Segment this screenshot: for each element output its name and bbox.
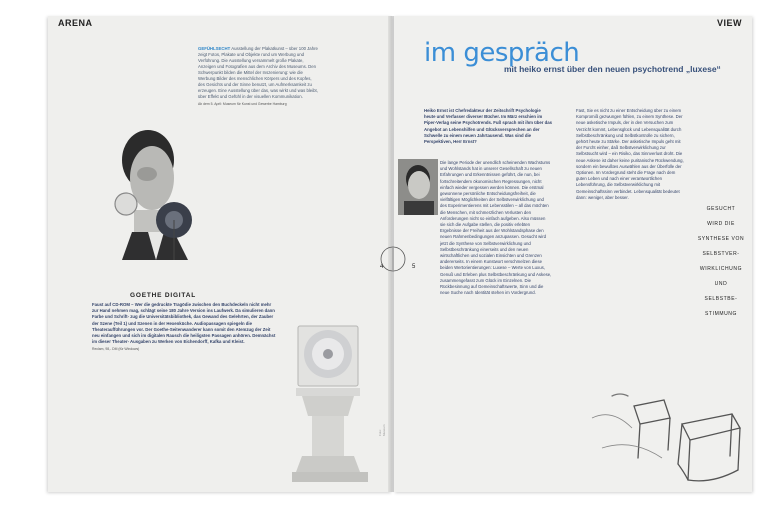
- interview-headline: im gespräch: [424, 38, 580, 68]
- left-page-number: 4: [380, 264, 384, 270]
- pull-quote-word: SELBSTVER-: [702, 251, 740, 257]
- pull-quote-word: STIMMUNG: [704, 311, 738, 317]
- interview-column-2: Fast, Sie es nicht zu einer Entscheidung über zu einem Kompromiß gezwungen fühlen, zu einem Synthese. Der neue asketische Impuls, der in den Versuchen zum Verzicht kommt, Lebensglück und Lebensqualität durch Selbstbeschränkung und Selbstkontrolle zu sichern, gehört heute zu Stärke. Der asketische Impuls geht mit der Furcht einher, daß Selbstverwirklichung zur Selbstsucht wird – ein Risiko, das Sinnverlust droht. Die neue Askese ist daher keine puritanische Rückwendung, sondern ein bewußtes Auswählen aus der Überfülle der Optionen. Im Vordergrund steht die Frage nach dem guten Leben und nach einer verantwortlichen Lebensführung, die Selbstverwirklichung mit Gemeinschaftssinn verbindet. Lebensqualität bedeutet dann: weniger, aber besser.: [576, 108, 684, 200]
- page-number-circle: [378, 244, 408, 274]
- pull-quote-word: WIRKLICHUNG: [699, 266, 743, 272]
- interview-column-1: Die lange Periode der unendlich scheinenden Wachstums und Wohlstands hat in unserer Gesellschaft zu neuen Erfahrungen und Erkenntnissen geführt, die nun, bei fortschreitendem ökonomischen Regressungen, nicht einfach wieder vergessen werden können. Die erstmal gewonnene persönliche Entscheidungsfreiheit, die vielfältigen Möglichkeiten der Selbstverwirklichung und des Experimentierens mit Lebensstilen – all das möchten die Menschen, mit schmerzlichen Verlusten den Anforderungen nicht so einfach aufgeben. Also müssen sie sich die Aufgabe stellen, die positiv erlebten Ergebnisse der Freiheit aus der Wohlstandsphase den neuen Rahmenbedingungen anzupassen. Gesucht wird jetzt die Synthese von Selbstverwirklichung und Selbstbeschränkung einerseits und den neuen wirtschaftlichen und sozialen Einsichten und Grenzen andererseits. In einem Kunstwort verschmelzen diese beiden Wertorientierungen: Luxese – Werte von Luxus, Genuß und Erleben plus Selbstbeschränkung und Askese, zusammengefasst zum Glück im Einzelnen. Die Rückbesinnung auf Gemeinschaftswerte, Sinn und die neue Suche nach Identität stehen im Vordergrund.: [440, 160, 552, 296]
- section-label-arena: ARENA: [58, 18, 93, 28]
- chair-sketch-illustration: [572, 388, 746, 492]
- vertical-photo-credit: Foto: Museum: [378, 424, 386, 436]
- pull-quote-word: SYNTHESE VON: [697, 236, 745, 242]
- man-with-stethoscope-photo: [112, 120, 196, 260]
- interview-subheadline: mit heiko ernst über den neuen psychotrend „luxese“: [504, 64, 721, 74]
- pull-quote-word: WIRD DIE: [707, 221, 735, 227]
- goethe-article: [92, 302, 278, 351]
- left-page: [48, 16, 392, 492]
- goethe-title: GOETHE DIGITAL: [130, 292, 196, 299]
- exhibit-title: GEFÜHLSECHT: [198, 46, 231, 51]
- exhibit-text: [198, 46, 318, 100]
- exhibit-article: [198, 46, 318, 106]
- pull-quote-word: SELBSTBE-: [704, 296, 738, 302]
- goethe-caption: Reclam, 98,- DM (für Windows): [92, 347, 140, 352]
- right-page-number: 5: [412, 264, 416, 270]
- exhibit-body: Ausstellung der Plakatkunst – über 100 Jahre zeigt Fotos, Plakate und Objekte rund um Werbung und Verführung. Die Ausstellung versammelt große Plakate, Anzeigen und Fotografien aus dem Archiv des Museums. Den Schwerpunkt bilden die Mittel der Inszenierung: wie die Werbung Bilder des menschlichen Körpers und des Kopfes, des Gesichts und der Sinne benutzt, um Aufmerksamkeit zu erzeugen. Eine Ausstellung über das, was wirkt und was bleibt, über Effekt und Gefühl in der visuellen Kommunikation.: [198, 46, 318, 99]
- pull-quote-word: GESUCHT: [706, 206, 736, 212]
- right-page: [394, 16, 752, 492]
- cd-pedestal-photo: [288, 320, 372, 492]
- interview-intro: Heiko Ernst ist Chefredakteur der Zeitschrift Psychologie heute und Verfasser diverser Bücher. Im März erschien im Piper-Verlag seine Psychotrends. Fuß sprach mit ihm über das Angebot an Lebenshilfen und Glücksversprechen an der Schwelle zu einem neuen Jahrtausend. Was sind die Perspektiven, Herr Ernst?: [424, 108, 552, 145]
- section-label-view: VIEW: [716, 18, 742, 28]
- pull-quote: [694, 206, 748, 317]
- exhibit-caption: Ab dem 5. April: Museum für Kunst und Gewerbe Hamburg: [198, 102, 287, 106]
- goethe-body: Faust auf CD-ROM – Wer die gedruckte Tragödie zwischen den Buchdeckeln nicht mehr zur Hand nehmen mag, schlägt seine 180 Jahre Version ins Laufwerk. Da simulieren dann Farbe und Schrift- zug die Universitätsbibliothek, das Gewand des Gelehrten, der Zauber der Szene (Teil 1) und Szenen in der Hexenküche. Audiopassagen spiegeln die Theateraufführungen vor. Der Goethe-Seitenwanderer kann somit den Atemzug der Zeit neu einfangen und sich im digitalen Rausch die heiligsten Passagen anhören. Demnächst im dieser Theater- Ausgaben zu Werken von Eichendorff, Kafka und Kleist.: [92, 302, 276, 345]
- heiko-ernst-portrait: [398, 159, 438, 215]
- pull-quote-word: UND: [714, 281, 728, 287]
